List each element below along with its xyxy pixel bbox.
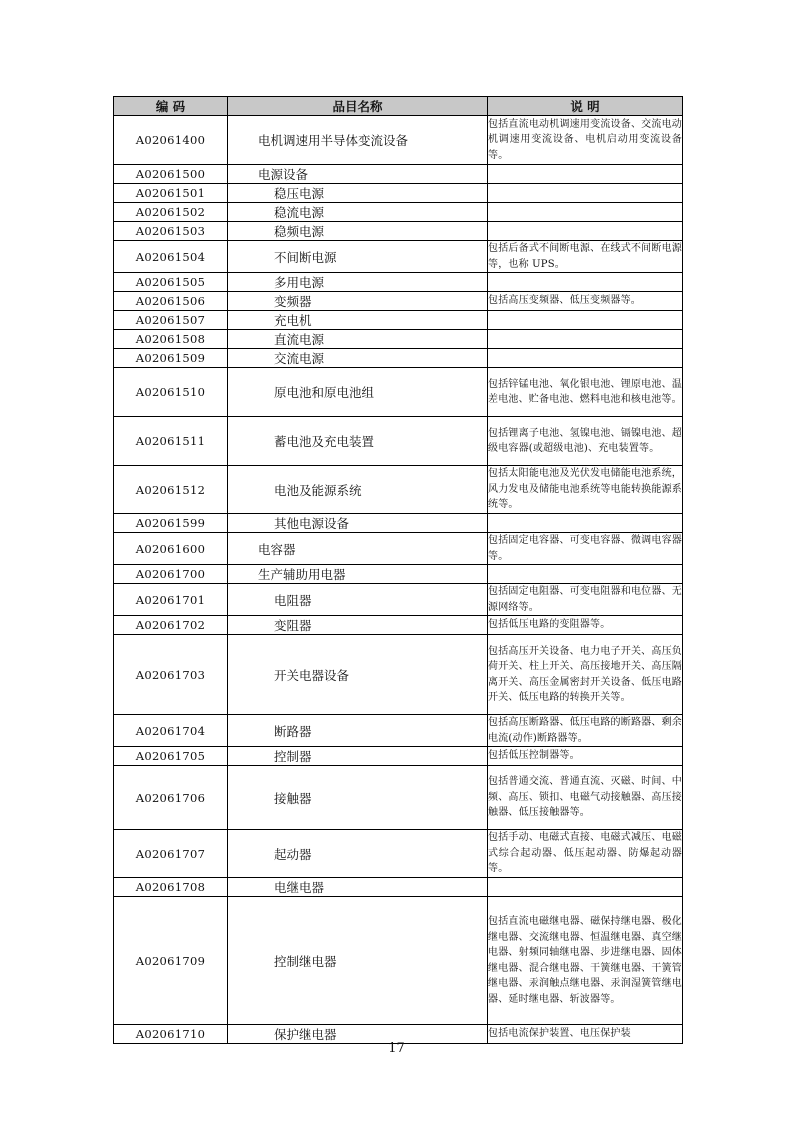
item-name: 开关电器设备 (228, 635, 488, 715)
item-note: 包括低压控制器等。 (488, 747, 683, 766)
item-note: 包括手动、电磁式直接、电磁式减压、电磁式综合起动器、低压起动器、防爆起动器等。 (488, 830, 683, 878)
table-row (114, 203, 683, 222)
item-name: 变频器 (228, 292, 488, 311)
header-note: 说 明 (488, 97, 683, 116)
table-row (114, 533, 683, 565)
item-code: A02061509 (114, 349, 228, 368)
table-row (114, 466, 683, 514)
table-row (114, 349, 683, 368)
table-row (114, 715, 683, 747)
item-code: A02061500 (114, 165, 228, 184)
table-row (114, 184, 683, 203)
table-row (114, 116, 683, 165)
item-note: 包括低压电路的变阻器等。 (488, 616, 683, 635)
item-name: 充电机 (228, 311, 488, 330)
item-code: A02061510 (114, 368, 228, 417)
item-note: 包括直流电磁继电器、磁保持继电器、极化继电器、交流继电器、恒温继电器、真空继电器、射频同轴继电器、步进继电器、固体继电器、混合继电器、干簧继电器、干簧管继电器、汞润触点继电器、汞润湿簧管继电器、延时继电器、斩波器等。 (488, 897, 683, 1025)
table-row (114, 565, 683, 584)
item-note: 包括电流保护装置、电压保护装 (488, 1025, 683, 1044)
item-name: 电容器 (228, 533, 488, 565)
table-row (114, 222, 683, 241)
table-row (114, 766, 683, 830)
item-name: 起动器 (228, 830, 488, 878)
item-name: 其他电源设备 (228, 514, 488, 533)
item-name: 稳流电源 (228, 203, 488, 222)
item-code: A02061702 (114, 616, 228, 635)
table-row (114, 368, 683, 417)
table-row (114, 241, 683, 273)
item-code: A02061705 (114, 747, 228, 766)
item-note (488, 311, 683, 330)
item-code: A02061501 (114, 184, 228, 203)
item-note (488, 165, 683, 184)
item-note: 包括固定电容器、可变电容器、微调电容器等。 (488, 533, 683, 565)
item-code: A02061701 (114, 584, 228, 616)
item-note: 包括固定电阻器、可变电阻器和电位器、无源网络等。 (488, 584, 683, 616)
header-name: 品目名称 (228, 97, 488, 116)
item-code: A02061505 (114, 273, 228, 292)
item-name: 蓄电池及充电装置 (228, 417, 488, 466)
item-note: 包括后备式不间断电源、在线式不间断电源等，也称 UPS。 (488, 241, 683, 273)
item-note: 包括高压断路器、低压电路的断路器、剩余电流(动作)断路器等。 (488, 715, 683, 747)
item-code: A02061599 (114, 514, 228, 533)
item-name: 电继电器 (228, 878, 488, 897)
item-name: 原电池和原电池组 (228, 368, 488, 417)
item-code: A02061512 (114, 466, 228, 514)
item-name: 接触器 (228, 766, 488, 830)
item-note: 包括高压开关设备、电力电子开关、高压负荷开关、柱上开关、高压接地开关、高压隔离开关、高压金属密封开关设备、低压电路开关、低压电路的转换开关等。 (488, 635, 683, 715)
item-code: A02061502 (114, 203, 228, 222)
item-note: 包括直流电动机调速用变流设备、交流电动机调速用变流设备、电机启动用变流设备等。 (488, 116, 683, 165)
item-code: A02061700 (114, 565, 228, 584)
item-note (488, 565, 683, 584)
item-name: 交流电源 (228, 349, 488, 368)
item-name: 电池及能源系统 (228, 466, 488, 514)
item-code: A02061703 (114, 635, 228, 715)
table-row (114, 417, 683, 466)
item-code: A02061710 (114, 1025, 228, 1044)
item-note (488, 514, 683, 533)
item-code: A02061504 (114, 241, 228, 273)
item-name: 保护继电器 (228, 1025, 488, 1044)
item-code: A02061600 (114, 533, 228, 565)
table-row (114, 311, 683, 330)
item-note: 包括太阳能电池及光伏发电储能电池系统，风力发电及储能电池系统等电能转换能源系统等。 (488, 466, 683, 514)
item-note: 包括锌锰电池、氧化银电池、锂原电池、温差电池、贮备电池、燃料电池和核电池等。 (488, 368, 683, 417)
item-note (488, 203, 683, 222)
item-note (488, 349, 683, 368)
table-header-row (114, 97, 683, 116)
item-code: A02061708 (114, 878, 228, 897)
item-note: 包括锂离子电池、氢镍电池、镉镍电池、超级电容器(或超级电池)、充电装置等。 (488, 417, 683, 466)
table-row (114, 292, 683, 311)
item-name: 稳压电源 (228, 184, 488, 203)
item-note: 包括普通交流、普通直流、灭磁、时间、中频、高压、锁扣、电磁气动接触器、高压接触器、低压接触器等。 (488, 766, 683, 830)
item-name: 控制器 (228, 747, 488, 766)
item-code: A02061707 (114, 830, 228, 878)
table-row (114, 635, 683, 715)
item-code: A02061508 (114, 330, 228, 349)
table-row (114, 747, 683, 766)
table-row (114, 273, 683, 292)
item-name: 变阻器 (228, 616, 488, 635)
item-name: 生产辅助用电器 (228, 565, 488, 584)
item-name: 断路器 (228, 715, 488, 747)
item-note (488, 184, 683, 203)
table-row (114, 878, 683, 897)
item-name: 不间断电源 (228, 241, 488, 273)
table-row (114, 165, 683, 184)
item-code: A02061709 (114, 897, 228, 1025)
item-code: A02061400 (114, 116, 228, 165)
item-code: A02061511 (114, 417, 228, 466)
page-number: 17 (388, 1041, 405, 1056)
item-code: A02061706 (114, 766, 228, 830)
item-name: 电阻器 (228, 584, 488, 616)
item-note (488, 878, 683, 897)
item-name: 电机调速用半导体变流设备 (228, 116, 488, 165)
item-name: 电源设备 (228, 165, 488, 184)
item-code: A02061503 (114, 222, 228, 241)
table-row (114, 514, 683, 533)
item-note: 包括高压变频器、低压变频器等。 (488, 292, 683, 311)
table-body (114, 116, 683, 1044)
table-row (114, 897, 683, 1025)
item-note (488, 222, 683, 241)
table-row (114, 830, 683, 878)
item-name: 控制继电器 (228, 897, 488, 1025)
item-code: A02061704 (114, 715, 228, 747)
table-row (114, 616, 683, 635)
item-code: A02061507 (114, 311, 228, 330)
header-code: 编 码 (114, 97, 228, 116)
catalog-table (113, 96, 683, 1044)
item-name: 直流电源 (228, 330, 488, 349)
table-row (114, 584, 683, 616)
item-note (488, 273, 683, 292)
item-note (488, 330, 683, 349)
item-name: 稳频电源 (228, 222, 488, 241)
item-code: A02061506 (114, 292, 228, 311)
table-row (114, 330, 683, 349)
item-name: 多用电源 (228, 273, 488, 292)
